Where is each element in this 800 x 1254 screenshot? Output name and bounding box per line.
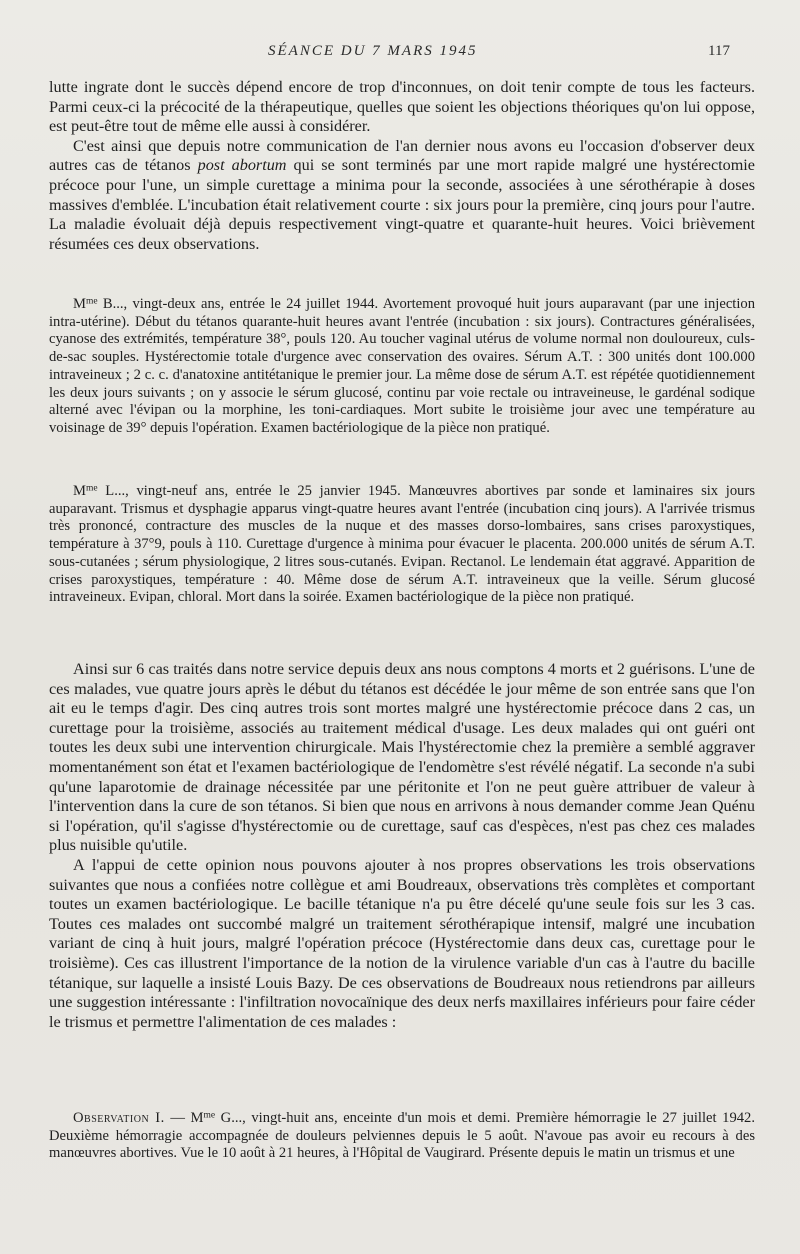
case-report-2-text bbox=[49, 483, 755, 607]
observation-1 bbox=[49, 1110, 755, 1163]
observation-1-dash: — bbox=[164, 1110, 191, 1126]
running-head bbox=[0, 43, 800, 63]
case-report-1-title: M bbox=[73, 296, 86, 312]
page-number: 117 bbox=[708, 43, 730, 59]
case-report-2-body: L..., vingt-neuf ans, entrée le 25 janvier 1945. Manœuvres abortives par sonde et laminaires six jours auparavant. Trismus et dysphagie apparus vingt-quatre heures avant l'entrée (incubation cinq jours). A l'arrivée trismus très prononcé, contracture des muscles de la nuque et des masses dorso-lombaires, sans crises paroxystiques, température à 37°9, pouls à 110. Curettage d'urgence à minima pour évacuer le placenta. 200.000 unités de sérum A.T. sous-cutanées ; sérum physiologique, 2 litres sous-cutanés. Evipan. Rectanol. Le lendemain état aggravé. Apparition de crises paroxystiques, température : 40. Même dose de sérum A.T. intraveineux que la veille. Sérum glucosé intraveineux. Evipan, chloral. Mort dans la soirée. Examen bactériologique de la pièce non pratiqué. bbox=[49, 483, 755, 606]
paragraph-2-end: qui se sont terminés par une mort rapide malgré une hystérectomie précoce pour l'une, un simple curettage a minima pour la seconde, associées à une sérothérapie à doses massives d'emblée. L'incubation était relativement courte : six jours pour la première, cinq jours pour l'autre. La maladie évoluait déjà depuis respectivement vingt-quatre et quarante-huit heures. Voici brièvement résumées ces deux observations. bbox=[49, 156, 755, 253]
paragraph-4: A l'appui de cette opinion nous pouvons ajouter à nos propres observations les trois observations suivantes que nous a confiées notre collègue et ami Boudreaux, observations très complètes et comportant toutes un examen bactériologique. Le bacille tétanique n'a pu être décelé qu'une seule fois sur les 3 cas. Toutes ces malades ont succombé malgré un traitement sérothérapique intensif, malgré une incubation variant de cinq à huit jours, malgré l'opération précoce (Hystérectomie dans deux cas, curettage pour le troisième). Ces cas illustrent l'importance de la notion de la virulence variable d'un cas à l'autre du bacille tétanique, sur laquelle a insisté Louis Bazy. De ces observations de Boudreaux nous retiendrons par ailleurs une suggestion intéressante : l'infiltration novocaïnique des deux nerfs maxillaires inférieurs pour faire céder le trismus et permettre l'alimentation de ces malades : bbox=[49, 855, 755, 1031]
observation-1-title: M bbox=[190, 1110, 204, 1126]
paragraph-2-start: C'est ainsi que depuis notre communication de l'an dernier nous avons eu l'occasion d'observer deux autres cas de tétanos bbox=[49, 136, 755, 175]
paragraph-2-italic: post abortum bbox=[197, 156, 287, 175]
case-report-1-title-sup: me bbox=[85, 296, 98, 307]
case-report-2-title: M bbox=[73, 483, 86, 499]
paragraph-discussion bbox=[49, 660, 755, 1032]
paragraph-3: Ainsi sur 6 cas traités dans notre service depuis deux ans nous comptons 4 morts et 2 guérisons. L'une de ces malades, vue quatre jours après le début du tétanos est décédée le jour même de son entrée sans que l'on ait eu le temps d'agir. Des cinq autres trois sont mortes malgré une hystérectomie précoce dans 2 cas, un curettage pour la troisième, associés au traitement médical d'usage. Les deux malades qui ont guéri ont toutes les deux subi une intervention chirurgicale. Mais l'hystérectomie chez la première a semblé aggraver momentanément son état et l'examen bactériologique de l'endomètre s'est révélé négatif. La seconde n'a subi qu'une laparotomie de drainage nécessitée par une péritonite et l'on ne peut guère attribuer de valeur à l'intervention dans la cure de son tétanos. Si bien que nous en arrivons à nous demander comme Jean Quénu si l'opération, qu'il s'agisse d'hystérectomie ou de curettage, sauf cas d'espèces, n'est pas chez ces malades plus nuisible qu'utile. bbox=[49, 660, 755, 855]
case-report-2-title-sup: me bbox=[85, 483, 98, 494]
case-report-1-body: B..., vingt-deux ans, entrée le 24 juillet 1944. Avortement provoqué huit jours auparavant (par une injection intra-utérine). Début du tétanos quarante-huit heures avant l'entrée (incubation : six jours). Contractures généralisées, cyanose des extrémités, température 38°, pouls 120. Au toucher vaginal utérus de volume normal non douloureux, culs-de-sac souples. Hystérectomie totale d'urgence avec conservation des ovaires. Sérum A.T. : 300 unités dont 100.000 intraveineux ; 2 c. c. d'anatoxine antitétanique le premier jour. La même dose de sérum A.T. est répétée quotidiennement les deux jours suivants ; on y associe le sérum glucosé, continu par voie rectale ou intraveineuse, le gardénal sodique alterné avec l'évipan ou la morphine, les toni-cardiaques. Mort subite le troisième jour avec une température au voisinage de 39° depuis l'opération. Examen bactériologique de la pièce non pratiqué. bbox=[49, 296, 755, 436]
observation-1-title-sup: me bbox=[203, 1110, 216, 1121]
observation-1-text bbox=[49, 1110, 755, 1163]
paragraph-1: lutte ingrate dont le succès dépend encore de trop d'inconnues, on doit tenir compte de tous les facteurs. Parmi ceux-ci la précocité de la thérapeutique, quelles que soient les objections théoriques qu'on lui oppose, est peut-être tout de même elle aussi à considérer. bbox=[49, 78, 755, 136]
paragraph-2 bbox=[49, 137, 755, 255]
case-report-1-text bbox=[49, 296, 755, 438]
observation-1-label: Observation I. bbox=[73, 1110, 165, 1126]
running-title: SÉANCE DU 7 MARS 1945 bbox=[268, 43, 478, 59]
observation-1-body: G..., vingt-huit ans, enceinte d'un mois et demi. Première hémorragie le 27 juillet 1942. Deuxième hémorragie accompagnée de douleurs pelviennes depuis le 5 août. N'avoue pas avoir eu recours à des manœuvres abortives. Vue le 10 août à 21 heures, à l'Hôpital de Vaugirard. Présente depuis le matin un trismus et une bbox=[49, 1110, 755, 1162]
paragraph-intro bbox=[49, 78, 755, 254]
case-report-1 bbox=[49, 296, 755, 438]
case-report-2 bbox=[49, 483, 755, 607]
